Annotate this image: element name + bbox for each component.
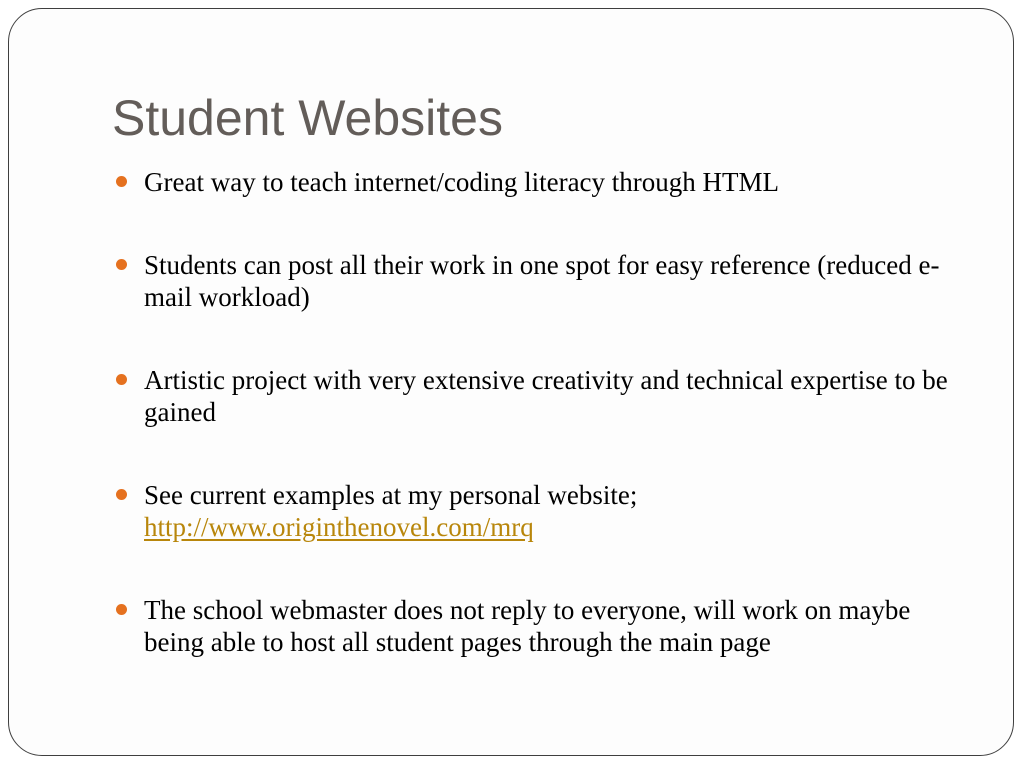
bullet-list [113,166,973,658]
website-link[interactable]: http://www.originthenovel.com/mrq [144,512,534,542]
bullet-icon [116,374,127,385]
bullet-icon [116,604,127,615]
bullet-item-post-work [113,249,973,313]
bullet-item-examples [113,479,973,543]
bullet-text: The school webmaster does not reply to everyone, will work on maybe being able to host all student pages through the main page [144,595,911,657]
slide-title: Student Websites [112,90,503,146]
bullet-item-webmaster [113,594,973,658]
bullet-text: Great way to teach internet/coding literacy through HTML [144,167,780,197]
bullet-item-teach-literacy [113,166,973,198]
bullet-icon [116,259,127,270]
bullet-text: Students can post all their work in one spot for easy reference (reduced e-mail workload) [144,250,940,312]
bullet-text: Artistic project with very extensive creativity and technical expertise to be gained [144,365,948,427]
bullet-icon [116,489,127,500]
bullet-icon [116,176,127,187]
bullet-item-artistic-project [113,364,973,428]
bullet-text: See current examples at my personal website; [144,480,638,510]
